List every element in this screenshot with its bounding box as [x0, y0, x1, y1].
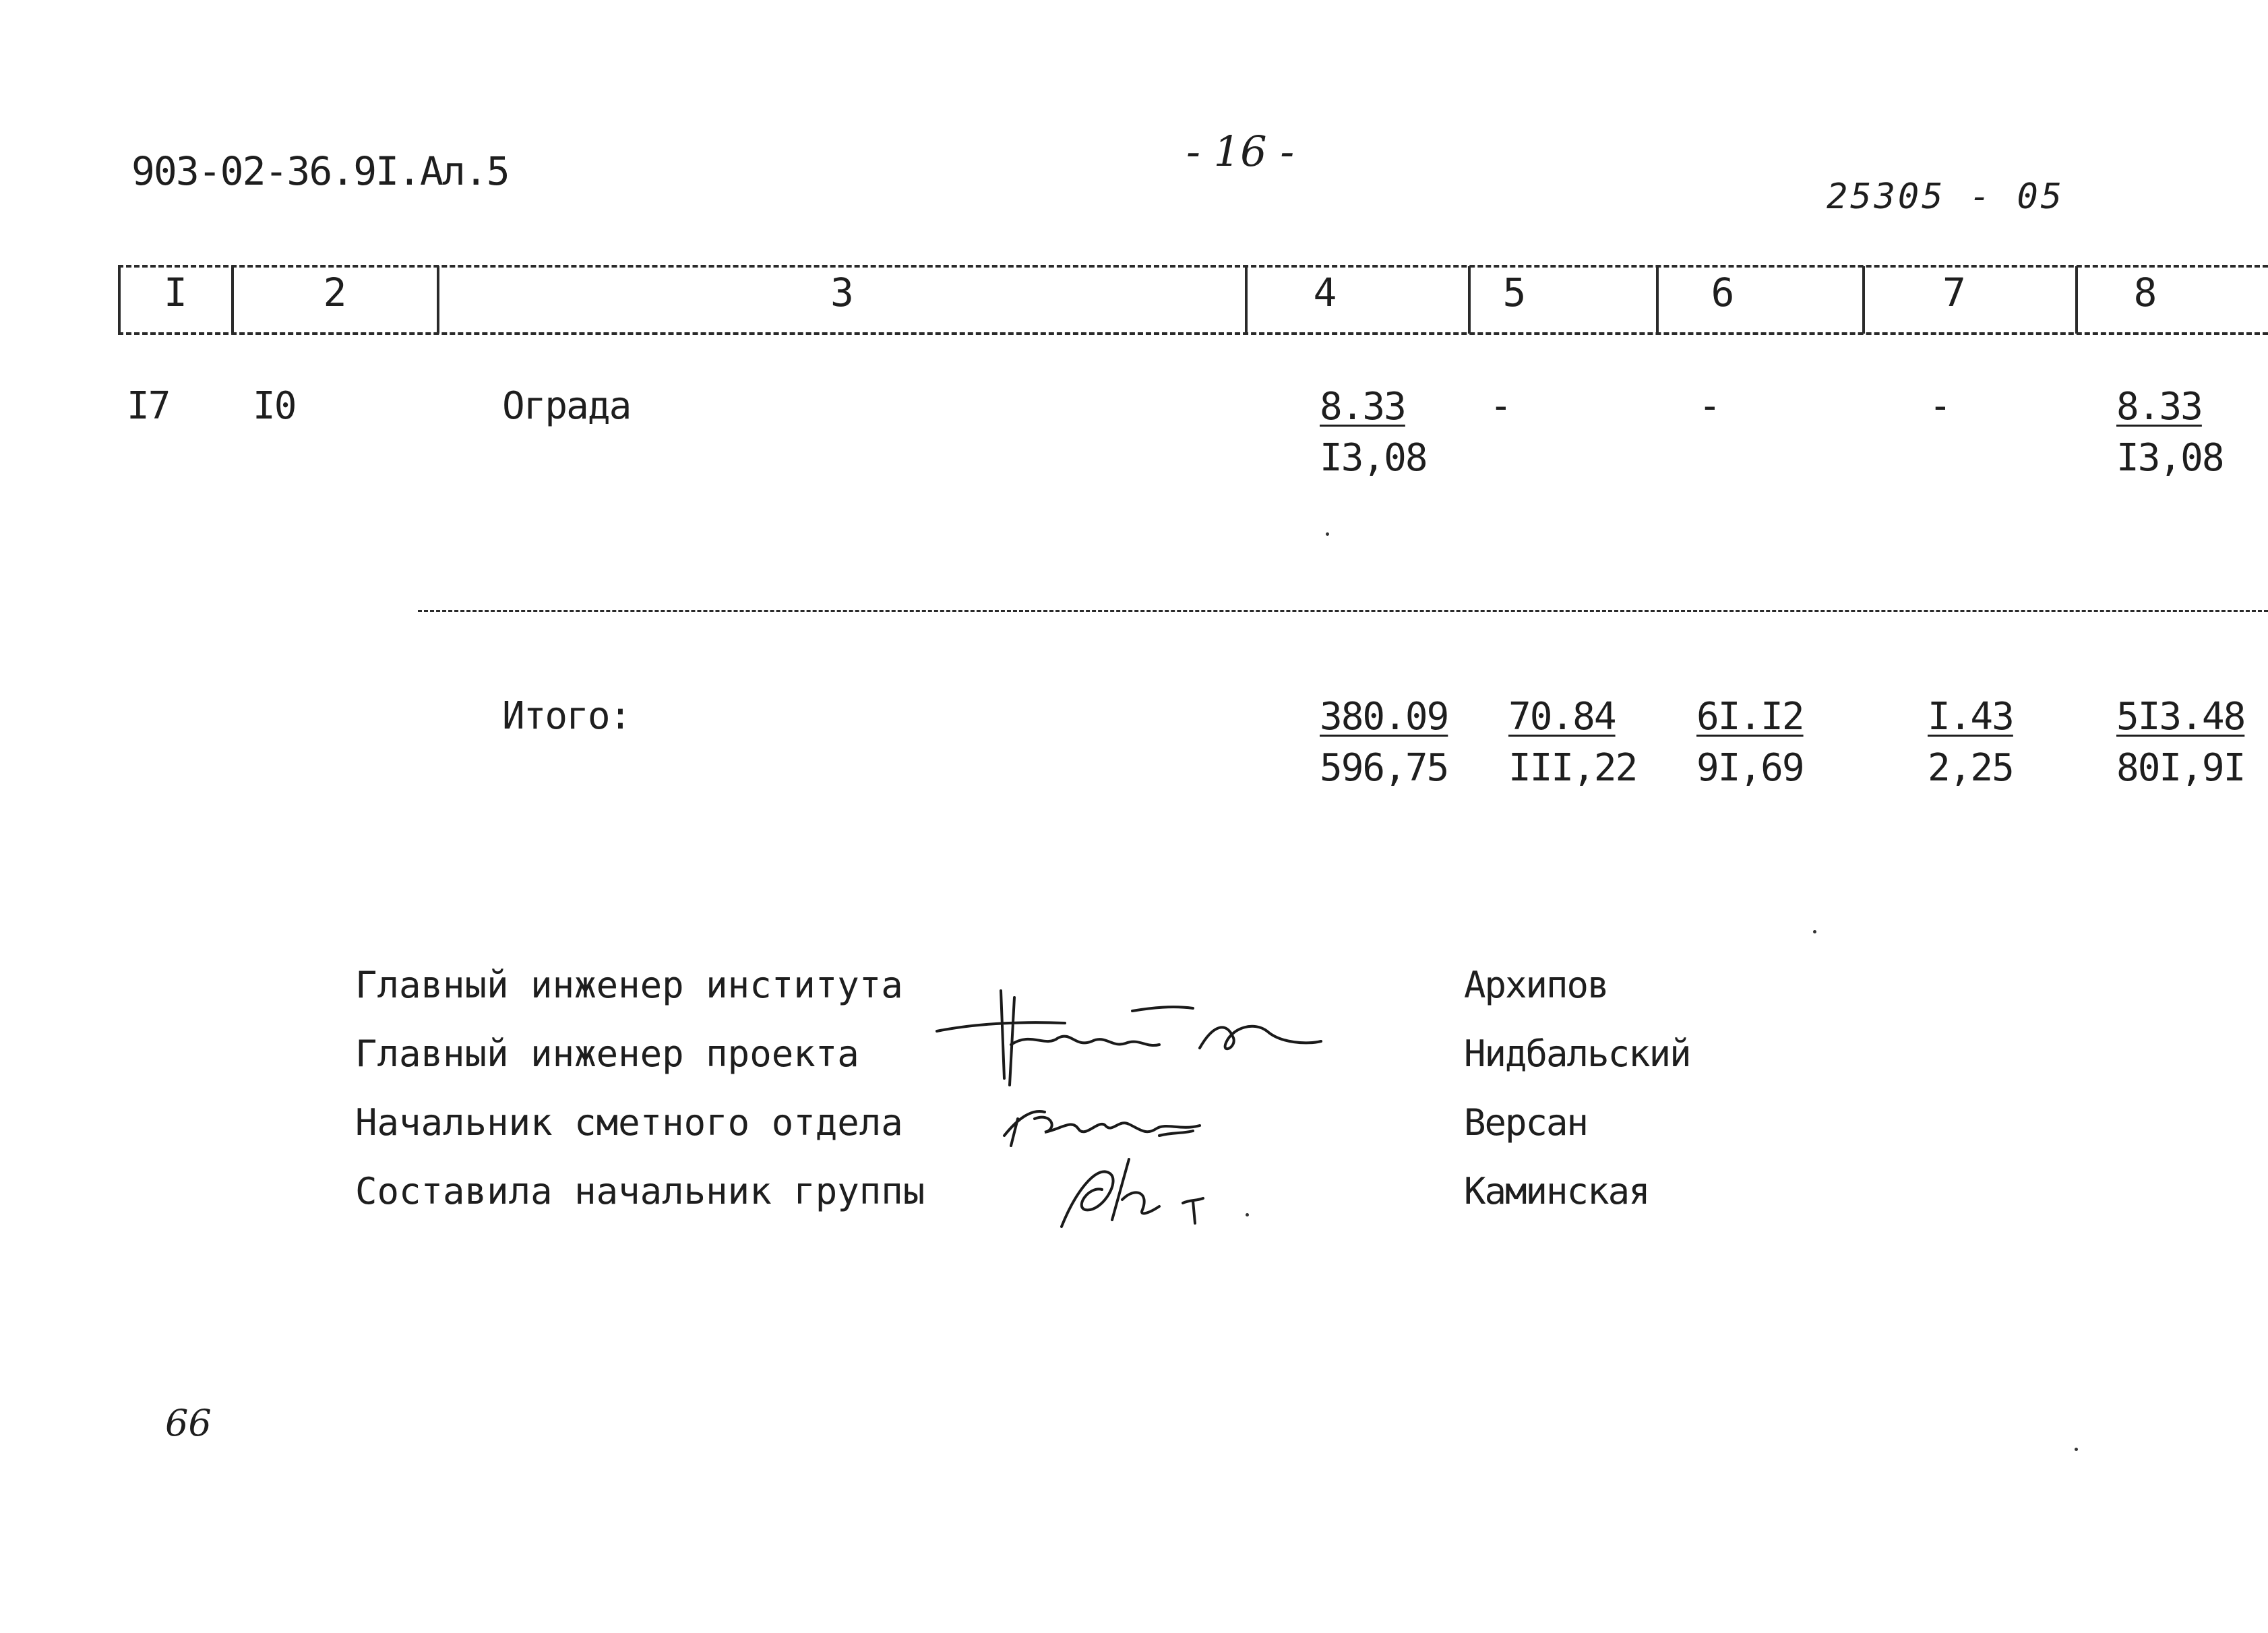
row-col4-bottom: I3,08 [1320, 436, 1427, 480]
row-col4-value [1320, 381, 1427, 484]
signature-role: Главный инженер института [355, 964, 903, 1006]
row-col8-bottom: I3,08 [2116, 436, 2224, 480]
total-col6-top: 6I.I2 [1696, 695, 1804, 739]
row-code: I0 [253, 384, 296, 428]
column-header-2: 2 [323, 270, 347, 315]
signature-role: Начальник сметного отдела [355, 1101, 903, 1144]
row-number: I7 [127, 384, 170, 428]
column-header-3: 3 [830, 270, 854, 315]
total-col5-top: 70.84 [1508, 695, 1616, 739]
total-col7-bottom: 2,25 [1928, 746, 2013, 790]
total-col4-top: 380.09 [1320, 695, 1448, 739]
scan-speck [1813, 930, 1816, 933]
row-col7-dash: - [1929, 384, 1951, 428]
row-col6-dash: - [1698, 384, 1720, 428]
page-number: - 16 - [1186, 127, 1295, 176]
signature-name: Архипов [1464, 964, 1608, 1006]
column-header-6: 6 [1711, 270, 1735, 315]
row-col4-top: 8.33 [1320, 385, 1405, 429]
handwritten-signature [1048, 1152, 1264, 1233]
total-col8-value [2116, 691, 2244, 794]
sheet-number: 66 [165, 1402, 212, 1444]
total-col5-value [1508, 691, 1636, 794]
total-col6-value [1696, 691, 1804, 794]
signature-role: Главный инженер проекта [355, 1033, 859, 1075]
row-col8-top: 8.33 [2116, 385, 2202, 429]
total-col7-value [1928, 691, 2013, 794]
scan-speck [1246, 1213, 1249, 1216]
signature-name: Нидбальский [1464, 1033, 1690, 1075]
total-col8-bottom: 80I,9I [2116, 746, 2245, 790]
total-col7-top: I.43 [1928, 695, 2013, 739]
signature-name: Каминская [1464, 1170, 1649, 1212]
document-code: 903-02-36.9I.Ал.5 [131, 148, 509, 194]
total-col4-bottom: 596,75 [1320, 746, 1448, 790]
row-name: Ограда [502, 384, 631, 428]
total-col8-top: 5I3.48 [2116, 695, 2245, 739]
column-header-4: 4 [1313, 270, 1337, 315]
total-label: Итого: [502, 694, 631, 738]
signature-name: Версан [1464, 1101, 1588, 1144]
scan-speck [2075, 1448, 2078, 1451]
table-header-bottom-rule [118, 332, 2268, 335]
scan-speck [1326, 532, 1329, 536]
total-col6-bottom: 9I,69 [1696, 746, 1804, 790]
signature-role: Составила начальник группы [355, 1170, 925, 1212]
total-col4-value [1320, 691, 1448, 794]
table-top-rule [118, 265, 2268, 268]
column-header-5: 5 [1502, 270, 1527, 315]
column-header-1: I [164, 270, 187, 315]
handwritten-signature [930, 984, 1335, 1092]
total-separator-rule [418, 610, 2268, 612]
column-header-7: 7 [1942, 270, 1966, 315]
total-col5-bottom: III,22 [1508, 746, 1637, 790]
row-col5-dash: - [1490, 384, 1511, 428]
row-col8-value [2116, 381, 2224, 484]
column-header-8: 8 [2133, 270, 2157, 315]
handwritten-signature [998, 1099, 1220, 1152]
registration-number: 25305 - 05 [1827, 177, 2065, 217]
